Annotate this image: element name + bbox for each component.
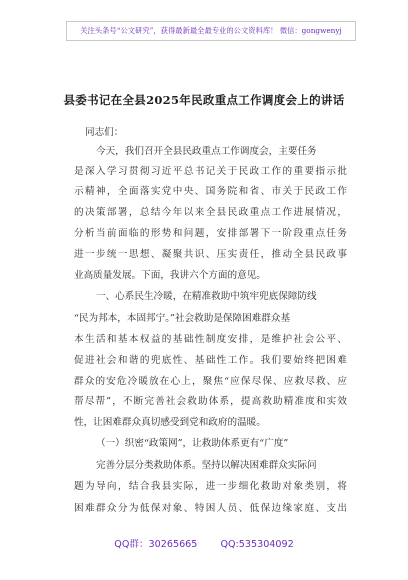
body-line: （一）织密“政策网”，让救助体系更有“广度” (96, 438, 289, 449)
body-line: 本生活和基本权益的基础性制度安排，是维护社会公平、 (74, 334, 347, 345)
body-line: 性，让困难群众真切感受到党和政府的温暖。 (74, 417, 266, 428)
body-line: “民为邦本，本固邦宁。”社会救助是保障困难群众基 (74, 313, 291, 324)
body-line: 促进社会和谐的兜底性、基础性工作。我们要始终把困难 (74, 355, 347, 366)
footer-qq: QQ:535304092 (220, 539, 294, 550)
footer-contacts (0, 536, 408, 550)
header-notice-text: 关注头条号“公文研究”，获得最新最全最专业的公文资料库！ 微信：gongwenyj (80, 26, 342, 35)
body-line: 今天，我们召开全县民政重点工作调度会，主要任务 (96, 146, 317, 157)
body-line: 是深入学习贯彻习近平总书记关于民政工作的重要指示批 (74, 166, 347, 177)
body-line: 同志们： (85, 127, 124, 138)
body-line: 进一步统一思想、凝聚共识、压实责任，推动全县民政事 (74, 249, 347, 260)
body-line: 完善分层分类救助体系。坚持以解决困难群众实际问 (96, 460, 317, 471)
body-line: 群众的安危冷暖放在心上，聚焦“应保尽保、应救尽救、应 (74, 376, 347, 387)
body-line: 业高质量发展。下面，我讲六个方面的意见。 (74, 270, 266, 281)
body-line: 一、心系民生冷暖，在精准救助中筑牢兜底保障防线 (96, 291, 317, 302)
body-line: 帮尽帮”，不断完善社会救助体系，提高救助精准度和实效 (74, 396, 347, 407)
header-notice (66, 21, 356, 41)
document-title: 县委书记在全县2025年民政重点工作调度会上的讲话 (63, 93, 345, 107)
body-line: 的决策部署，总结今年以来全县民政重点工作进展情况， (74, 207, 347, 218)
footer-qq-group: QQ群：30265665 (114, 539, 198, 550)
body-line: 分析当前面临的形势和问题，安排部署下一阶段重点任务 (74, 228, 347, 239)
body-line: 困难群众分为低保对象、特困人员、低保边缘家庭、支出 (74, 503, 347, 514)
body-line: 题为导向，结合我县实际，进一步细化救助对象类别，将 (74, 481, 347, 492)
body-line: 示精神，全面落实党中央、国务院和省、市关于民政工作 (74, 186, 347, 197)
